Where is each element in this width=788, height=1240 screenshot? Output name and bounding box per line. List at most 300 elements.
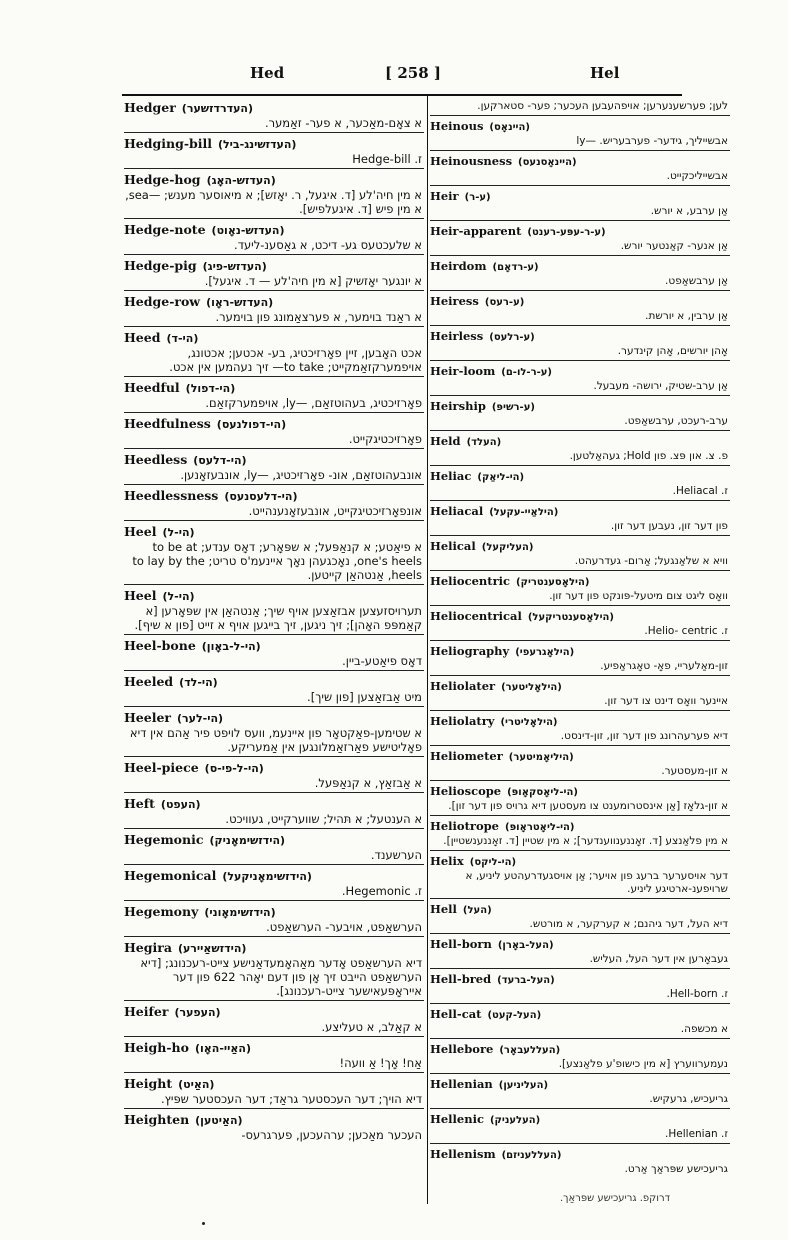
entry-headword-line: [124, 524, 424, 540]
entry-pronunciation: (ע-רלעס): [489, 332, 535, 343]
dictionary-entry: [124, 1040, 424, 1070]
entry-definition: דער אויסערער ברעג פון אויער; אַן אויסגעדרעהטע ליניע, א שרויפענ-ארטיגע ליניע.: [465, 870, 728, 895]
entry-pronunciation: (היליאָמיטער): [508, 752, 574, 763]
entry-headword-line: [430, 784, 730, 800]
entry-headword: Heigh-ho: [124, 1040, 189, 1055]
entry-headword-line: [430, 294, 730, 310]
entry-definition: א קאַלב, א טעליצע.: [321, 1020, 422, 1034]
header-rule: [122, 94, 682, 96]
entry-separator: [430, 570, 730, 571]
entry-pronunciation: (הילאָסענטריקעל): [527, 612, 614, 623]
entry-headword-line: [430, 644, 730, 660]
entry-separator: [430, 710, 730, 711]
entry-pronunciation: (הידזשימאָניק): [209, 834, 286, 847]
dictionary-entry: [430, 1077, 730, 1106]
entry-headword: Hegemonical: [124, 868, 217, 883]
entry-pronunciation: (העדזש-האָג): [206, 174, 276, 187]
entry-pronunciation: (הי-לער): [177, 712, 224, 725]
entry-definition: איינער וואָס דינט צו דער זון.: [604, 695, 728, 707]
entry-headword-line: [124, 1076, 424, 1092]
entry-definition: העכער מאַכען; ערהעכען, פערגרעס-: [241, 1128, 422, 1142]
entry-definition: ז. Hellenian.: [665, 1128, 728, 1140]
entry-separator: [430, 605, 730, 606]
entry-pronunciation: (העל-קעט): [487, 1010, 542, 1021]
entry-headword-line: [124, 294, 424, 310]
entry-definition: אכט האָבען, זיין פאָרזיכטיג, בע- אכטען; אכטונג, אויפמערקזאַמקייט; to take— זיך נעהמען אין אכט.: [169, 346, 422, 374]
entry-definition: א יונגער יאָזשיק [א מין חיה'לע — ד. איגעל].: [204, 274, 422, 288]
entry-definition: א פיאַטע; א קנאַפּעל; א שפּאָרע; דאָס ענדע; to be at one's heels, נאָכגעהן נאָך איינעמ'ס טריט; to lay by the heels, אַנטהאַן קייטען.: [132, 540, 422, 582]
entry-headword-line: [124, 488, 424, 504]
entry-headword: Hell-cat: [430, 1007, 482, 1021]
header-right-guideword: Hel: [590, 64, 620, 82]
entry-definition: אבשייליכקייט.: [666, 170, 728, 182]
entry-headword: Heed: [124, 330, 161, 345]
entry-separator: [430, 640, 730, 641]
dictionary-entry: [430, 784, 730, 813]
entry-headword: Height: [124, 1076, 173, 1091]
entry-definition: ערב-רעכט, ערבשאַפט.: [624, 415, 728, 427]
entry-headword-line: [124, 258, 424, 274]
entry-pronunciation: (ע-רעס): [484, 297, 525, 308]
entry-separator: [124, 168, 424, 169]
dictionary-entry: [430, 819, 730, 848]
entry-headword-line: [430, 749, 730, 765]
entry-headword-line: [430, 609, 730, 625]
dictionary-entry: [430, 972, 730, 1001]
entry-headword-line: [124, 710, 424, 726]
entry-pronunciation: (העלד): [466, 437, 502, 448]
entry-separator: [124, 828, 424, 829]
entry-headword: Heirdom: [430, 259, 487, 273]
entry-separator: [430, 255, 730, 256]
entry-pronunciation: (הילאָליטער): [501, 682, 562, 693]
entry-headword-line: [430, 469, 730, 485]
dictionary-entry: [124, 136, 424, 166]
entry-pronunciation: (הילאָסענטריק): [516, 577, 590, 588]
entry-headword-line: [124, 416, 424, 432]
entry-headword: Heliometer: [430, 749, 503, 763]
dictionary-entry: [124, 638, 424, 668]
entry-pronunciation: (העפט): [160, 798, 201, 811]
entry-headword: Heeled: [124, 674, 174, 689]
entry-headword: Held: [430, 434, 461, 448]
entry-definition: פ. צ. און פּצ. פון Hold; געהאַלטען.: [569, 450, 728, 462]
entry-headword-line: [430, 714, 730, 730]
dictionary-entry: [124, 710, 424, 754]
entry-headword: Heedlessness: [124, 488, 219, 503]
entry-definition: וויא א שלאַנגעל; אַרום- געדרעהט.: [574, 555, 728, 567]
entry-separator: [124, 132, 424, 133]
entry-headword: Helical: [430, 539, 476, 553]
entry-definition: אַן ערב-שטיק, ירושה- מעבעל.: [593, 380, 728, 392]
entry-headword-line: [124, 588, 424, 604]
entry-headword-line: [124, 1004, 424, 1020]
entry-headword: Helix: [430, 854, 464, 868]
entry-pronunciation: (העלעניק): [489, 1115, 541, 1126]
entry-headword-line: [430, 329, 730, 345]
entry-headword: Hedge-pig: [124, 258, 197, 273]
entry-headword-line: [430, 1042, 730, 1058]
entry-headword-line: [124, 796, 424, 812]
page-number: [ 258 ]: [385, 64, 441, 82]
dictionary-entry: [430, 399, 730, 428]
entry-separator: [124, 412, 424, 413]
entry-pronunciation: (ע-ר-לו-ם): [501, 367, 552, 378]
entry-headword: Heirless: [430, 329, 484, 343]
dictionary-entry: [430, 119, 730, 148]
dictionary-entry: [430, 1042, 730, 1071]
entry-pronunciation: (הי-ליקס): [469, 857, 517, 868]
entry-separator: [124, 900, 424, 901]
entry-pronunciation: (הי-דפול): [185, 382, 236, 395]
entry-separator: [124, 1108, 424, 1109]
entry-separator: [430, 1143, 730, 1144]
dictionary-entry: [124, 258, 424, 288]
entry-pronunciation: (העדזש-נאָוט): [211, 224, 285, 237]
entry-definition: הערשאַפט, אויבער- הערשאַפט.: [266, 920, 422, 934]
entry-headword-line: [124, 638, 424, 654]
left-column: [124, 100, 424, 1143]
entry-pronunciation: (האַיטען): [195, 1114, 243, 1127]
entry-pronunciation: (הי-ליאָסקאָופּ): [507, 787, 578, 798]
entry-definition: א שלעכטעס גע- דיכט, א גאַסענ-ליעד.: [234, 238, 422, 252]
entry-headword-line: [430, 434, 730, 450]
entry-definition: מיט אַבזאַצען [פון שיך].: [307, 690, 422, 704]
entry-pronunciation: (ע-רשיפּ): [491, 402, 535, 413]
entry-headword: Heir-apparent: [430, 224, 522, 238]
entry-headword: Heliocentric: [430, 574, 511, 588]
entry-headword: Hedge-hog: [124, 172, 201, 187]
running-head: [120, 64, 680, 86]
entry-pronunciation: (הילאַיי-עקעל): [489, 507, 559, 518]
entry-headword-line: [124, 452, 424, 468]
dictionary-entry: [430, 902, 730, 931]
entry-separator: [430, 430, 730, 431]
entry-pronunciation: (ע-ר): [464, 192, 491, 203]
entry-definition: א זון-גלאָז [אַן אינסטרומענט צו מעסטען דיא גרויס פון דער זון].: [448, 800, 728, 812]
entry-pronunciation: (הי-ליאַק): [477, 472, 525, 483]
entry-pronunciation: (הידזשאַיירע): [177, 942, 247, 955]
dictionary-entry: [124, 588, 424, 632]
entry-headword-line: [430, 119, 730, 135]
entry-pronunciation: (הילאָליטרי): [500, 717, 558, 728]
entry-headword-line: [124, 1040, 424, 1056]
entry-headword: Hellebore: [430, 1042, 494, 1056]
entry-definition: אַן ערבין, א יורשת.: [645, 310, 728, 322]
entry-definition: א זון-מעסטער.: [661, 765, 728, 777]
entry-headword: Heinousness: [430, 154, 513, 168]
entry-headword-line: [430, 504, 730, 520]
entry-headword: Heliolatry: [430, 714, 495, 728]
entry-separator: [124, 936, 424, 937]
entry-definition: א מין חיה'לע [ד. איגעל, ר. יאָזש]; א מיאוסער מענש; —sea, א מין פיש [ד. איגעלפיש].: [125, 188, 422, 216]
entry-definition: געבאָרען אין דער העל, העליש.: [589, 953, 728, 965]
entry-pronunciation: (העדזש-פיג): [202, 260, 267, 273]
dictionary-entry: [430, 329, 730, 358]
dictionary-entry: [124, 380, 424, 410]
dictionary-entry: [430, 100, 730, 113]
dictionary-entry: [430, 937, 730, 966]
entry-headword-line: [430, 539, 730, 555]
entry-headword: Hell: [430, 902, 457, 916]
entry-definition: אונבעהוטזאַם, אונ- פאָרזיכטיג, —ly, אונבעזאָנען.: [180, 468, 422, 482]
entry-definition: וואָס ליגט צום מיטעל-פּונקט פון דער זון.: [549, 590, 728, 602]
entry-definition: א הענטעל; א תּהיל; שווערקייט, געוויכט.: [225, 812, 422, 826]
entry-definition: זון-מאַלעריי, פאָ- טאָגראַפיע.: [600, 660, 728, 672]
dictionary-entry: [430, 154, 730, 183]
dictionary-entry: [124, 524, 424, 582]
entry-definition: תערויסזעצען אבזאַצען אויף שיך; אַנטהאַן אין שפּאָרען [א קאַמפּפ האָהן]; זיך ניגען, זיך בייגען אויף א זייט [פון א שיף].: [134, 604, 422, 632]
entry-separator: [124, 756, 424, 757]
entry-pronunciation: (היינאָס): [489, 122, 530, 133]
entry-definition: גריעכישע שפּראַך אַרט.: [624, 1163, 728, 1175]
entry-headword: Hell-born: [430, 937, 492, 951]
dictionary-entry: [430, 679, 730, 708]
entry-separator: [124, 1000, 424, 1001]
footnote: דרוקפ. גריעכישע שפּראַך.: [560, 1193, 671, 1204]
dictionary-entry: [430, 609, 730, 638]
entry-headword-line: [430, 189, 730, 205]
entry-headword: Hedging-bill: [124, 136, 212, 151]
entry-separator: [430, 675, 730, 676]
entry-separator: [430, 500, 730, 501]
entry-headword: Heel-piece: [124, 760, 199, 775]
entry-separator: [430, 745, 730, 746]
entry-headword-line: [430, 937, 730, 953]
entry-headword-line: [124, 330, 424, 346]
entry-definition: א מכשפה.: [680, 1023, 728, 1035]
entry-pronunciation: (העליקעל): [481, 542, 534, 553]
entry-headword: Hedge-note: [124, 222, 206, 237]
entry-pronunciation: (הילאָגרעפי): [515, 647, 575, 658]
dictionary-entry: [124, 674, 424, 704]
entry-separator: [124, 484, 424, 485]
entry-separator: [430, 815, 730, 816]
entry-headword-line: [124, 380, 424, 396]
entry-separator: [430, 933, 730, 934]
entry-separator: [430, 1003, 730, 1004]
entry-pronunciation: (הי-ד): [166, 332, 199, 345]
entry-pronunciation: (הי-דלעסנעס): [224, 490, 298, 503]
dictionary-entry: [124, 222, 424, 252]
entry-definition: גריעכיש, גרעקיש.: [649, 1093, 728, 1105]
entry-definition: פאָרזיכטיג, בעהוטזאַם, —ly, אויפמערקזאַם.: [205, 396, 422, 410]
entry-separator: [430, 185, 730, 186]
entry-definition: אַן ערבשאַפט.: [665, 275, 728, 287]
entry-headword: Heir: [430, 189, 459, 203]
entry-separator: [430, 1073, 730, 1074]
entry-pronunciation: (העפער): [174, 1006, 221, 1019]
dictionary-entry: [430, 574, 730, 603]
entry-headword-line: [430, 574, 730, 590]
dictionary-entry: [124, 760, 424, 790]
entry-separator: [430, 898, 730, 899]
entry-separator: [430, 220, 730, 221]
entry-separator: [124, 584, 424, 585]
entry-headword: Heliolater: [430, 679, 496, 693]
entry-headword-line: [124, 100, 424, 116]
entry-headword-line: [124, 904, 424, 920]
dictionary-entry: [430, 644, 730, 673]
entry-headword: Heel-bone: [124, 638, 196, 653]
entry-separator: [430, 395, 730, 396]
entry-pronunciation: (העדזשינג-ביל): [218, 138, 297, 151]
entry-pronunciation: (הידזשימאָוני): [204, 906, 276, 919]
entry-definition: ז. Hell-born.: [666, 988, 728, 1000]
entry-pronunciation: (הידזשימאָניקעל): [222, 870, 312, 883]
entry-definition: אַח! אָך! אַ וועה!: [339, 1056, 422, 1070]
entry-headword-line: [124, 868, 424, 884]
entry-separator: [124, 670, 424, 671]
entry-definition: אונפאָרזיכטיגקייט, אונבעזאָנענהייט.: [248, 504, 422, 518]
entry-headword-line: [430, 1112, 730, 1128]
entry-headword: Hegemonic: [124, 832, 204, 847]
entry-definition: אַן ערבע, א יורש.: [650, 205, 728, 217]
entry-headword-line: [124, 1112, 424, 1128]
entry-headword: Hegemony: [124, 904, 199, 919]
entry-headword: Heel: [124, 524, 157, 539]
entry-pronunciation: (האַיי-האָו): [194, 1042, 251, 1055]
dictionary-entry: [124, 294, 424, 324]
entry-headword-line: [430, 679, 730, 695]
entry-separator: [124, 376, 424, 377]
entry-headword-line: [430, 224, 730, 240]
entry-pronunciation: (הי-דלעס): [193, 454, 247, 467]
entry-definition: הערשענד.: [370, 848, 422, 862]
entry-headword: Heft: [124, 796, 155, 811]
entry-separator: [430, 465, 730, 466]
dictionary-entry: [430, 434, 730, 463]
dictionary-entry: [430, 259, 730, 288]
dictionary-entry: [430, 1007, 730, 1036]
entry-headword-line: [430, 1147, 730, 1163]
entry-definition: ז. Hegemonic.: [341, 884, 422, 898]
entry-definition: דיא פערעהרונג פון דער זון, זון-דינסט.: [560, 730, 728, 742]
dictionary-entry: [124, 172, 424, 216]
entry-headword: Heirship: [430, 399, 486, 413]
entry-separator: [124, 448, 424, 449]
dictionary-entry: [430, 189, 730, 218]
entry-headword-line: [124, 674, 424, 690]
entry-headword: Heliac: [430, 469, 472, 483]
entry-headword: Heedfulness: [124, 416, 211, 431]
entry-pronunciation: (הי-לד): [179, 676, 218, 689]
entry-pronunciation: (האַיט): [178, 1078, 215, 1091]
entry-headword-line: [124, 222, 424, 238]
entry-headword-line: [430, 154, 730, 170]
entry-headword-line: [124, 172, 424, 188]
right-column: [430, 100, 730, 1177]
entry-headword: Heedless: [124, 452, 188, 467]
entry-headword: Hegira: [124, 940, 172, 955]
entry-definition: דיא העל, דער גיהנם; א קערקער, א מורטש.: [529, 918, 728, 930]
entry-headword: Heliacal: [430, 504, 484, 518]
dictionary-entry: [124, 1112, 424, 1142]
entry-separator: [124, 1036, 424, 1037]
entry-headword: Heifer: [124, 1004, 169, 1019]
entry-separator: [124, 706, 424, 707]
entry-definition: א מין פלאַנצע [ד. זאָננענווענדער]; א מין שטיין [ד. זאָננענשטיין].: [443, 835, 728, 847]
dictionary-entry: [430, 504, 730, 533]
entry-pronunciation: (העל-ברעד): [497, 975, 555, 986]
entry-headword: Heliotrope: [430, 819, 499, 833]
entry-definition: א צאָם-מאַכער, א פער- זאַמער.: [264, 116, 422, 130]
column-divider: [427, 96, 428, 1204]
entry-headword: Heel: [124, 588, 157, 603]
entry-pronunciation: (הי-ל): [162, 590, 195, 603]
entry-separator: [124, 290, 424, 291]
dictionary-entry: [124, 452, 424, 482]
entry-pronunciation: (הי-ל-פי-ס): [204, 762, 264, 775]
entry-headword-line: [430, 854, 730, 870]
header-left-guideword: Hed: [250, 64, 285, 82]
dictionary-entry: [124, 488, 424, 518]
entry-pronunciation: (היינאָסנעס): [518, 157, 577, 168]
entry-headword: Heeler: [124, 710, 172, 725]
dictionary-entry: [124, 330, 424, 374]
entry-definition: ז. Heliacal.: [672, 485, 728, 497]
entry-definition: א אַבזאַץ, א קנאַפּעל.: [314, 776, 422, 790]
entry-headword: Heedful: [124, 380, 180, 395]
entry-headword-line: [430, 819, 730, 835]
entry-pronunciation: (העל-באָרן): [497, 940, 554, 951]
entry-separator: [430, 290, 730, 291]
entry-pronunciation: (הי-ליאָטראָופּ): [505, 822, 575, 833]
dictionary-entry: [124, 416, 424, 446]
entry-headword-line: [430, 364, 730, 380]
entry-definition: נעמערווערץ [א מין כישופ'ע פלאַנצע].: [558, 1058, 728, 1070]
dictionary-entry: [124, 940, 424, 998]
entry-separator: [124, 864, 424, 865]
dictionary-entry: [430, 749, 730, 778]
entry-definition: דיא הערשאַפט אָדער מאַהאָמעדאַנישע צייט-רעכנונג; [דיא הערשאַפט הייבט זיך אָן פון דעם יאָהר 622 פון דער אייראָפּעאישער צייט-רעכנונג].: [140, 956, 422, 998]
entry-headword-line: [430, 1077, 730, 1093]
entry-definition: דאָס פיאַטע-ביין.: [342, 654, 422, 668]
dictionary-entry: [430, 539, 730, 568]
entry-pronunciation: (ע-ר-עפּע-רענט): [527, 227, 606, 238]
page-mark: [202, 1222, 205, 1225]
entry-headword: Heliography: [430, 644, 510, 658]
entry-headword-line: [124, 136, 424, 152]
entry-headword: Hellenic: [430, 1112, 484, 1126]
entry-headword: Hell-bred: [430, 972, 492, 986]
entry-pronunciation: (הי-ל): [162, 526, 195, 539]
dictionary-entry: [430, 854, 730, 896]
entry-headword-line: [124, 940, 424, 956]
entry-definition: א שטימען-פאַקטאָר פון איינעמ, וועס לויפט פיר אַהם אין דיא פאָליטישע פאַרזאַמלונגען אין אַמעריקע.: [129, 726, 422, 754]
dictionary-entry: [430, 1147, 730, 1176]
dictionary-entry: [124, 904, 424, 934]
entry-definition: אַן אנער- קאַנטער יורש.: [620, 240, 728, 252]
dictionary-entry: [430, 1112, 730, 1141]
entry-pronunciation: (העל): [462, 905, 492, 916]
entry-headword-line: [124, 760, 424, 776]
entry-headword-line: [430, 972, 730, 988]
entry-pronunciation: (העללעבאָר): [499, 1045, 561, 1056]
entry-headword: Heliocentrical: [430, 609, 522, 623]
dictionary-entry: [124, 868, 424, 898]
dictionary-entry: [124, 796, 424, 826]
entry-pronunciation: (ע-רדאָם): [492, 262, 539, 273]
entry-headword-line: [430, 902, 730, 918]
dictionary-entry: [124, 1004, 424, 1034]
entry-headword-line: [124, 832, 424, 848]
entry-headword: Hedge-row: [124, 294, 201, 309]
entry-pronunciation: (העליניען): [498, 1080, 549, 1091]
entry-definition: ז. Helio- centric.: [644, 625, 728, 637]
entry-headword-line: [430, 399, 730, 415]
entry-separator: [124, 1072, 424, 1073]
